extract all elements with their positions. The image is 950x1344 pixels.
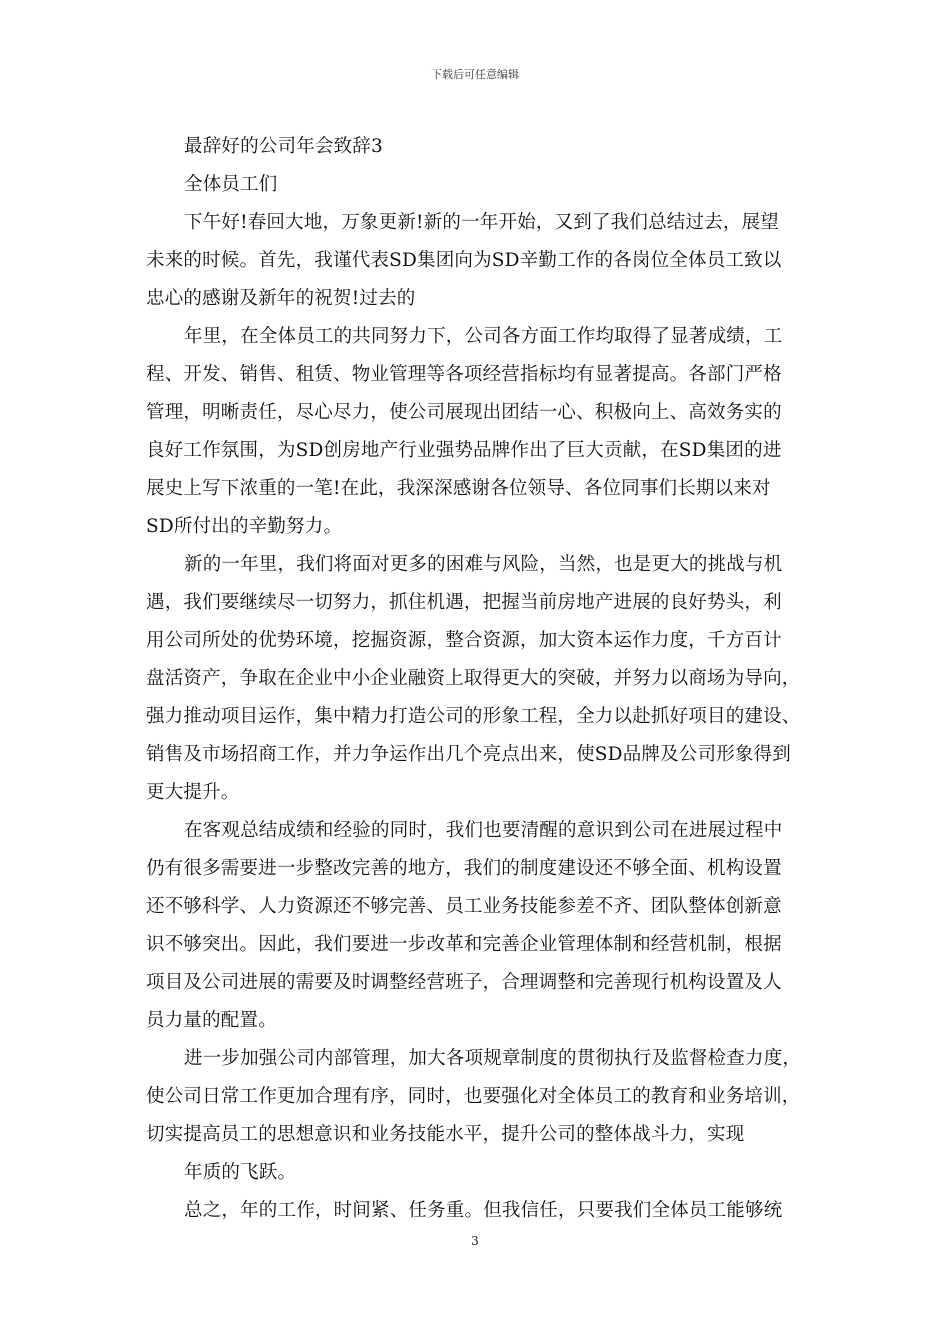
text-line: 使公司日常工作更加合理有序，同时，也要强化对全体员工的教育和业务培训， [146, 1086, 801, 1107]
text-line: SD所付出的辛勤努力。 [146, 516, 343, 537]
page-header: 下载后可任意编辑 [431, 68, 519, 81]
salutation: 全体员工们 [184, 174, 278, 195]
text-line: 遇，我们要继续尽一切努力，抓住机遇，把握当前房地产进展的良好势头，利 [146, 592, 782, 613]
text-line: 识不够突出。因此，我们要进一步改革和完善企业管理体制和经营机制，根据 [146, 934, 782, 955]
text-line: 程、开发、销售、租赁、物业管理等各项经营指标均有显著提高。各部门严格 [146, 364, 782, 385]
document-body [146, 128, 814, 1230]
text-line: 用公司所处的优势环境，挖掘资源，整合资源，加大资本运作力度，千方百计 [146, 630, 782, 651]
text-line: 盘活资产，争取在企业中小企业融资上取得更大的突破，并努力以商场为导向， [146, 668, 801, 689]
text-line: 新的一年里，我们将面对更多的困难与风险，当然，也是更大的挑战与机 [184, 554, 783, 575]
text-line: 更大提升。 [146, 782, 240, 803]
text-line: 项目及公司进展的需要及时调整经营班子，合理调整和完善现行机构设置及人 [146, 972, 782, 993]
text-line: 下午好!春回大地，万象更新!新的一年开始，又到了我们总结过去，展望 [184, 212, 779, 233]
text-line: 切实提高员工的思想意识和业务技能水平，提升公司的整体战斗力，实现 [146, 1124, 745, 1145]
text-line: 良好工作氛围，为SD创房地产行业强势品牌作出了巨大贡献，在SD集团的进 [146, 440, 782, 461]
text-line: 还不够科学、人力资源还不够完善、员工业务技能参差不齐、团队整体创新意 [146, 896, 782, 917]
text-line: 在客观总结成绩和经验的同时，我们也要清醒的意识到公司在进展过程中 [184, 820, 783, 841]
text-line: 销售及市场招商工作，并力争运作出几个亮点出来，使SD品牌及公司形象得到 [146, 744, 792, 765]
text-line: 年质的飞跃。 [184, 1162, 297, 1183]
document-title: 最辞好的公司年会致辞3 [184, 136, 383, 157]
text-line: 忠心的感谢及新年的祝贺!过去的 [146, 288, 416, 309]
text-line: 员力量的配置。 [146, 1010, 277, 1031]
text-line: 展史上写下浓重的一笔!在此，我深深感谢各位领导、各位同事们长期以来对 [146, 478, 771, 499]
text-line: 总之，年的工作，时间紧、任务重。但我信任，只要我们全体员工能够统 [184, 1200, 783, 1221]
text-line: 仍有很多需要进一步整改完善的地方，我们的制度建设还不够全面、机构设置 [146, 858, 782, 879]
text-line: 管理，明晰责任，尽心尽力，使公司展现出团结一心、积极向上、高效务实的 [146, 402, 782, 423]
text-line: 进一步加强公司内部管理，加大各项规章制度的贯彻执行及监督检查力度， [184, 1048, 802, 1069]
text-line: 强力推动项目运作，集中精力打造公司的形象工程，全力以赴抓好项目的建设、 [146, 706, 801, 727]
text-line: 年里，在全体员工的共同努力下，公司各方面工作均取得了显著成绩，工 [184, 326, 783, 347]
page-number: 3 [471, 1234, 479, 1248]
text-line: 未来的时候。首先，我谨代表SD集团向为SD辛勤工作的各岗位全体员工致以 [146, 250, 782, 271]
